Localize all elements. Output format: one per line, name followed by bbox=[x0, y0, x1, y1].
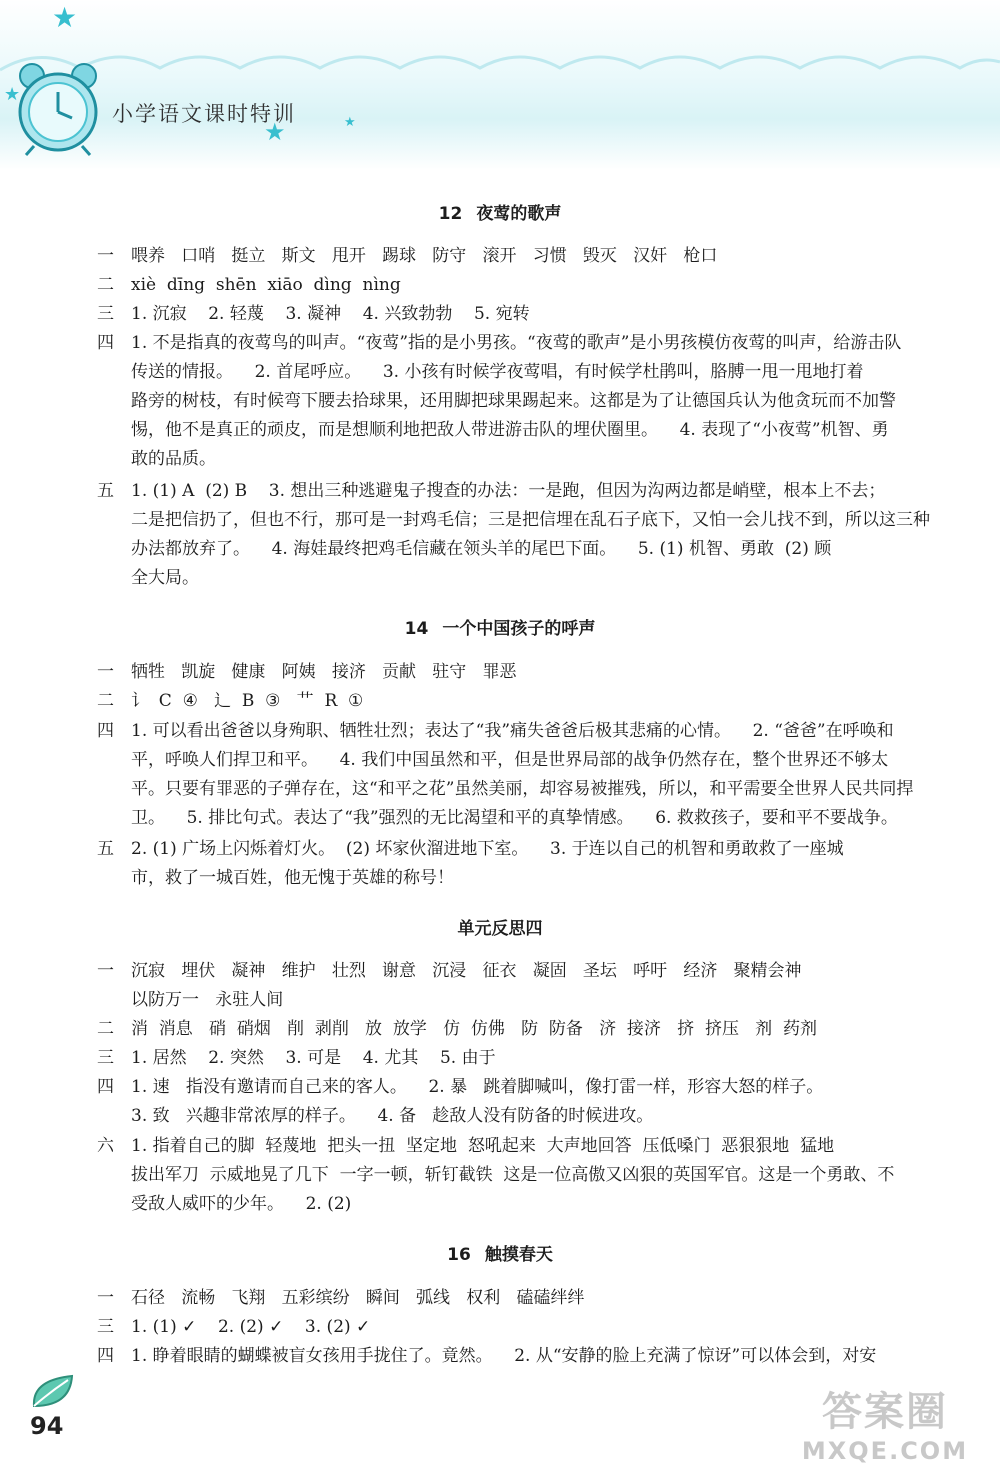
section-title-text: 单元反思四 bbox=[457, 919, 543, 939]
answer-line bbox=[97, 476, 927, 506]
answer-line bbox=[131, 534, 927, 564]
section-title-unit-review bbox=[0, 914, 1000, 939]
section-number: 16 bbox=[447, 1245, 471, 1265]
answer-line bbox=[131, 386, 927, 416]
answer-line bbox=[131, 803, 927, 833]
answer-line bbox=[97, 1131, 927, 1161]
answer-line bbox=[97, 270, 927, 300]
answer-text: 市，救了一城百姓，他无愧于英雄的称号！ bbox=[131, 868, 454, 888]
answer-text: 1. 速 指没有邀请而自己来的客人。 2. 暴 跳着脚喊叫，像打雷一样，形容大怒的样子。 bbox=[131, 1077, 824, 1097]
answer-text: 受敌人威吓的少年。 2. (2) bbox=[131, 1194, 352, 1214]
question-marker: 四 bbox=[97, 333, 114, 353]
answer-text: 1. 睁着眼睛的蝴蝶被盲女孩用手拢住了。竟然。 2. 从“安静的脸上充满了惊讶”可以体会到，对安 bbox=[131, 1346, 877, 1366]
question-marker: 三 bbox=[97, 1317, 114, 1337]
answer-line bbox=[97, 834, 927, 864]
question-marker: 二 bbox=[97, 1019, 114, 1039]
answer-text: 1. 沉寂 2. 轻蔑 3. 凝神 4. 兴致勃勃 5. 宛转 bbox=[131, 304, 530, 324]
answer-line bbox=[131, 357, 927, 387]
answer-text: 1. (1) ✓ 2. (2) ✓ 3. (2) ✓ bbox=[131, 1317, 371, 1337]
question-marker: 四 bbox=[97, 1077, 114, 1097]
section-title-text: 触摸春天 bbox=[484, 1245, 553, 1265]
section-title-16 bbox=[0, 1240, 1000, 1265]
answer-text: 路旁的树枝，有时候弯下腰去拾球果，还用脚把球果踢起来。这都是为了让德国兵认为他贪玩而不加警 bbox=[131, 391, 896, 411]
header-wave-decoration bbox=[0, 40, 1000, 80]
star-icon: ★ bbox=[344, 115, 356, 130]
answer-line bbox=[97, 1072, 927, 1102]
answer-line bbox=[131, 985, 927, 1015]
answer-line bbox=[97, 716, 927, 746]
answer-text: 全大局。 bbox=[131, 568, 199, 588]
answer-text: 沉寂 埋伏 凝神 维护 壮烈 谢意 沉浸 征衣 凝固 圣坛 呼吁 经济 聚精会神 bbox=[131, 961, 802, 981]
answer-text: 消 消息 硝 硝烟 削 剥削 放 放学 仿 仿佛 防 防备 济 接济 挤 挤压 剂 药剂 bbox=[131, 1019, 817, 1039]
answer-line bbox=[97, 1043, 927, 1073]
answer-line bbox=[97, 956, 927, 986]
answer-text: xiè dīng shēn xiāo dìng nìng bbox=[131, 275, 401, 295]
answer-text: 1. 不是指真的夜莺鸟的叫声。“夜莺”指的是小男孩。“夜莺的歌声”是小男孩模仿夜莺的叫声，给游击队 bbox=[131, 333, 902, 353]
answer-text: 3. 致 兴趣非常浓厚的样子。 4. 备 趁敌人没有防备的时候进攻。 bbox=[131, 1106, 654, 1126]
series-brand-title: 小学语文课时特训 bbox=[112, 102, 296, 126]
star-icon: ★ bbox=[4, 84, 21, 105]
section-title-text: 一个中国孩子的呼声 bbox=[442, 619, 596, 639]
answer-text: 办法都放弃了。 4. 海娃最终把鸡毛信藏在领头羊的尾巴下面。 5. (1) 机智、勇敢 (2) 顾 bbox=[131, 539, 832, 559]
question-marker: 二 bbox=[97, 275, 114, 295]
answer-line bbox=[131, 505, 930, 535]
answer-text: 石径 流畅 飞翔 五彩缤纷 瞬间 弧线 权利 磕磕绊绊 bbox=[131, 1288, 585, 1308]
answer-line bbox=[97, 1014, 927, 1044]
answer-text: 平，呼唤人们捍卫和平。 4. 我们中国虽然和平，但是世界局部的战争仍然存在，整个世界还不够太 bbox=[131, 750, 889, 770]
answer-line bbox=[131, 415, 927, 445]
answer-text: 惕，他不是真正的顽皮，而是想顺利地把敌人带进游击队的埋伏圈里。 4. 表现了“小夜莺”机智、勇 bbox=[131, 420, 889, 440]
header-band bbox=[0, 0, 1000, 170]
site-watermark bbox=[800, 1380, 970, 1465]
answer-text: 卫。 5. 排比句式。表达了“我”强烈的无比渴望和平的真挚情感。 6. 救救孩子，要和平不要战争。 bbox=[131, 808, 898, 828]
watermark-text: 答案圈 bbox=[822, 1389, 948, 1435]
section-number: 14 bbox=[404, 619, 429, 639]
answer-line bbox=[97, 328, 927, 358]
question-marker: 一 bbox=[97, 662, 114, 682]
question-marker: 五 bbox=[97, 839, 114, 859]
answer-text: 喂养 口哨 挺立 斯文 甩开 踢球 防守 滚开 习惯 毁灭 汉奸 枪口 bbox=[131, 246, 718, 266]
answer-line bbox=[97, 1283, 927, 1313]
question-marker: 四 bbox=[97, 1346, 114, 1366]
answer-line bbox=[131, 745, 927, 775]
question-marker: 一 bbox=[97, 961, 114, 981]
section-title-12 bbox=[0, 199, 1000, 224]
answer-text: 拔出军刀 示威地晃了几下 一字一顿，斩钉截铁 这是一位高傲又凶狠的英国军官。这是一个勇敢、不 bbox=[131, 1165, 895, 1185]
answer-line bbox=[97, 299, 927, 329]
answer-line bbox=[131, 563, 927, 593]
page-number: 94 bbox=[30, 1412, 64, 1440]
answer-text: 讠 C ④ 辶 B ③ 艹 R ① bbox=[131, 691, 364, 711]
question-marker: 三 bbox=[97, 304, 114, 324]
answer-line bbox=[131, 1160, 927, 1190]
answer-text: 1. 居然 2. 突然 3. 可是 4. 尤其 5. 由于 bbox=[131, 1048, 496, 1068]
answer-line bbox=[131, 774, 927, 804]
answer-line bbox=[131, 1189, 927, 1219]
section-number: 12 bbox=[438, 204, 463, 224]
answer-text: 二是把信扔了，但也不行，那可是一封鸡毛信；三是把信埋在乱石子底下，又怕一会儿找不到，所以这三种 bbox=[131, 510, 930, 530]
answer-text: 牺牲 凯旋 健康 阿姨 接济 贡献 驻守 罪恶 bbox=[131, 662, 517, 682]
question-marker: 三 bbox=[97, 1048, 114, 1068]
star-icon: ★ bbox=[52, 1, 78, 34]
alarm-clock-icon bbox=[10, 58, 106, 158]
question-marker: 一 bbox=[97, 246, 114, 266]
watermark-url: MXQE.COM bbox=[801, 1437, 969, 1465]
question-marker: 五 bbox=[97, 481, 114, 501]
star-icon: ★ bbox=[264, 118, 286, 146]
answer-line bbox=[97, 1312, 927, 1342]
answer-line bbox=[131, 444, 927, 474]
answer-line bbox=[131, 1101, 927, 1131]
answer-text: 以防万一 永驻人间 bbox=[131, 990, 284, 1010]
answer-text: 2. (1) 广场上闪烁着灯火。 (2) 坏家伙溜进地下室。 3. 于连以自己的机智和勇敢救了一座城 bbox=[131, 839, 844, 859]
answer-text: 敢的品质。 bbox=[131, 449, 216, 469]
answer-text: 传送的情报。 2. 首尾呼应。 3. 小孩有时候学夜莺唱，有时候学杜鹃叫，胳膊一甩一甩地打着 bbox=[131, 362, 864, 382]
answer-line bbox=[131, 863, 927, 893]
answer-line bbox=[97, 1341, 927, 1371]
question-marker: 二 bbox=[97, 691, 114, 711]
answer-text: 1. (1) A (2) B 3. 想出三种逃避鬼子搜查的办法：一是跑，但因为沟两边都是峭壁，根本上不去； bbox=[131, 481, 886, 501]
answer-text: 1. 指着自己的脚 轻蔑地 把头一扭 坚定地 怒吼起来 大声地回答 压低嗓门 恶狠狠地 猛地 bbox=[131, 1136, 835, 1156]
section-title-14 bbox=[0, 614, 1000, 639]
answer-line bbox=[97, 657, 927, 687]
leaf-icon bbox=[28, 1372, 78, 1412]
section-title-text: 夜莺的歌声 bbox=[476, 204, 562, 224]
answer-line bbox=[97, 241, 927, 271]
question-marker: 六 bbox=[97, 1136, 114, 1156]
answer-line bbox=[97, 686, 927, 716]
question-marker: 一 bbox=[97, 1288, 114, 1308]
answer-text: 平。只要有罪恶的子弹存在，这“和平之花”虽然美丽，却容易被摧残，所以，和平需要全世界人民共同捍 bbox=[131, 779, 914, 799]
answer-text: 1. 可以看出爸爸以身殉职、牺牲壮烈；表达了“我”痛失爸爸后极其悲痛的心情。 2. “爸爸”在呼唤和 bbox=[131, 721, 894, 741]
question-marker: 四 bbox=[97, 721, 114, 741]
